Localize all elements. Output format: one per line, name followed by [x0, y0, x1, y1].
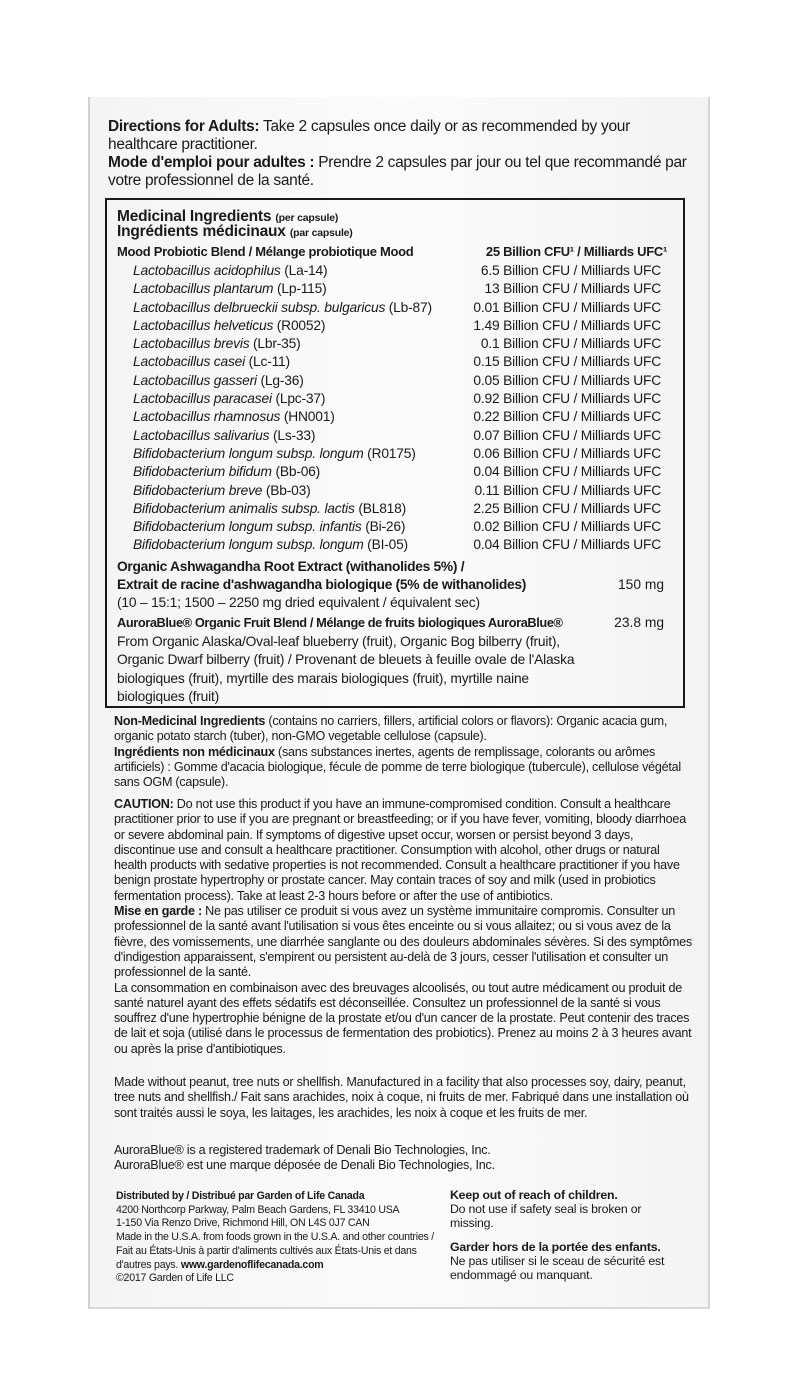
strain-row [107, 354, 683, 372]
strain-code: (Lg-36) [256, 372, 304, 388]
caution-fr-text: Ne pas utiliser ce produit si vous avez un système immunitaire compromis. Consulter un professionnel de la santé avant l'utilisation si vous êtes enceinte ou si vous allaitez; ou si vous avez de la fièvre, des vomissements, une diarrhée sanglante ou des douleurs abdominales sévères. Si des symptômes d'indigestion apparaissent, s'empirent ou persistent au-delà de 3 jours, cesser l'utilisation et consulter un professionnel de la santé. [114, 904, 692, 980]
strain-code: (Lc-11) [245, 354, 290, 370]
strain-code: (Ls-33) [269, 427, 316, 443]
distributor-section [116, 1190, 436, 1286]
non-medicinal-en [114, 714, 694, 745]
strain-row [107, 537, 683, 555]
strain-list [107, 263, 683, 556]
website-link[interactable]: www.gardenoflifecanada.com [180, 1258, 324, 1271]
non-medicinal-fr [114, 745, 694, 791]
strain-species: Lactobacillus salivarius [133, 427, 270, 443]
caution-fr-label: Mise en garde : [114, 904, 202, 919]
strain-amount: 0.15 Billion CFU / Milliards UFC [473, 354, 661, 370]
strain-row [107, 519, 683, 537]
strain-name [133, 501, 406, 516]
strain-species: Lactobacillus casei [133, 354, 246, 370]
directions-en [108, 118, 698, 154]
strain-name [133, 281, 327, 296]
strain-amount: 0.92 Billion CFU / Milliards UFC [473, 391, 661, 407]
caution-en-label: CAUTION: [114, 797, 174, 811]
non-medicinal-fr-text: (sans substances inertes, agents de remplissage, colorants ou arômes artificiels) : Gomme d'acacia biologique, fécule de pomme de terre biologique (tubercule), cellulose végétal sans OGM (capsule). [114, 744, 681, 790]
strain-species: Lactobacillus delbrueckii subsp. bulgaricus [133, 299, 386, 315]
strain-species: Lactobacillus gasseri [133, 372, 257, 388]
caution-section [114, 797, 694, 1057]
directions-fr [108, 154, 698, 190]
strain-row [107, 373, 683, 391]
strain-species: Bifidobacterium longum subsp. longum [133, 537, 364, 553]
strain-species: Bifidobacterium animalis subsp. lactis [133, 500, 355, 516]
strain-row [107, 409, 683, 427]
ingredients-heading-fr-text: Ingrédients médicinaux [117, 223, 286, 240]
non-medicinal-fr-label: Ingrédients non médicinaux [114, 744, 275, 759]
aurorablue-ingredient [117, 614, 677, 707]
distributor-address-ca: 1-150 Via Renzo Drive, Richmond Hill, ON L4S 0J7 CAN [116, 1217, 370, 1230]
strain-name [133, 428, 315, 443]
trademark-en: AuroraBlue® is a registered trademark of Denali Bio Technologies, Inc. [114, 1143, 491, 1157]
strain-species: Bifidobacterium breve [133, 482, 263, 498]
ingredients-heading-fr-sub: (par capsule) [289, 227, 353, 239]
strain-code: (BI-05) [363, 537, 408, 553]
non-medicinal-section [114, 714, 694, 790]
strain-row [107, 336, 683, 354]
strain-name [133, 300, 432, 315]
strain-name [133, 409, 335, 424]
trademark-fr: AuroraBlue® est une marque déposée de Denali Bio Technologies, Inc. [114, 1158, 495, 1173]
strain-species: Lactobacillus paracasei [133, 391, 272, 407]
directions-en-text: Take 2 capsules once daily or as recommended by your healthcare practitioner. [108, 118, 630, 153]
ingredients-heading-en-sub: (per capsule) [275, 212, 339, 224]
aurorablue-description: From Organic Alaska/Oval-leaf blueberry (fruit), Organic Bog bilberry (fruit), Organic Dwarf bilberry (fruit) / Provenant de bleuets à feuille ovale de l'Alaska biologiques (fruit), myrtille des marais biologiques (fruit), myrtille naine biologiques (fruit) [117, 633, 575, 704]
medicinal-ingredients-box [105, 198, 685, 708]
strain-species: Lactobacillus rhamnosus [133, 409, 281, 425]
ashwagandha-line1: Organic Ashwagandha Root Extract (withanolides 5%) / [117, 559, 465, 574]
strain-name [133, 391, 325, 406]
strain-name [133, 263, 327, 278]
strain-row [107, 464, 683, 482]
ingredients-heading-fr [117, 223, 353, 241]
strain-amount: 0.02 Billion CFU / Milliards UFC [473, 519, 661, 535]
strain-code: (Bb-06) [271, 464, 321, 480]
strain-row [107, 446, 683, 464]
strain-amount: 0.22 Billion CFU / Milliards UFC [473, 409, 661, 425]
strain-species: Bifidobacterium longum subsp. infantis [133, 519, 362, 535]
strain-name [133, 537, 408, 552]
ashwagandha-ingredient [117, 558, 677, 612]
distributor-address-us: 4200 Northcorp Parkway, Palm Beach Gardens, FL 33410 USA [116, 1203, 400, 1216]
strain-amount: 0.01 Billion CFU / Milliards UFC [473, 299, 661, 315]
strain-amount: 0.05 Billion CFU / Milliards UFC [473, 372, 661, 388]
strain-amount: 6.5 Billion CFU / Milliards UFC [480, 263, 661, 278]
strain-amount: 0.04 Billion CFU / Milliards UFC [473, 464, 661, 480]
allergen-section [114, 1075, 694, 1121]
strain-row [107, 501, 683, 519]
strain-species: Lactobacillus plantarum [133, 281, 274, 297]
strain-species: Lactobacillus acidophilus [133, 263, 281, 278]
strain-row [107, 483, 683, 501]
strain-amount: 2.25 Billion CFU / Milliards UFC [473, 500, 661, 516]
ashwagandha-amount: 150 mg [617, 577, 664, 592]
strain-row [107, 318, 683, 336]
strain-species: Lactobacillus helveticus [133, 317, 274, 333]
keep-out-en-text: Do not use if safety seal is broken or missing. [450, 1202, 642, 1230]
caution-en-text: Do not use this product if you have an immune-compromised condition. Consult a healthcare practitioner prior to use if you are pregnant or breastfeeding; or if you have fever, vomiting, bloody diarrhoea or severe abdominal pain. If symptoms of digestive upset occur, worsen or persist beyond 3 days, discontinue use and consult a healthcare practitioner. Consumption with alcohol, other drugs or natural health products with sedative properties is not recommended. Consult a healthcare practitioner if you have benign prostate hypertrophy or prostate cancer. May contain traces of soy and milk (used in probiotics fermentation process). Take at least 2-3 hours before or after the use of antibiotics. [114, 797, 686, 903]
strain-row [107, 281, 683, 299]
strain-code: (La-14) [280, 263, 328, 278]
caution-fr-2: La consommation en combinaison avec des breuvages alcoolisés, ou tout autre médicament ou produit de santé naturel ayant des effets sédatifs est déconseillée. Consultez un professionnel de la santé si vous souffrez d'une hypertrophie bénigne de la prostate et/ou d'un cancer de la prostate. Peut contenir des traces de lait et soja (utilisé dans le processus de fermentation des probiotics). Prenez au moins 2 à 3 heures avant ou après la prise d'antibiotiques. [114, 980, 692, 1056]
keep-out-en-title: Keep out of reach of children. [450, 1188, 618, 1202]
strain-amount: 0.06 Billion CFU / Milliards UFC [473, 445, 661, 461]
aurorablue-title: AuroraBlue® Organic Fruit Blend / Mélange de fruits biologiques AuroraBlue® [117, 615, 563, 630]
directions-fr-text: Prendre 2 capsules par jour ou tel que recommandé par votre professionnel de la santé. [108, 154, 687, 189]
aurorablue-amount: 23.8 mg [614, 615, 664, 630]
keep-out-fr-title: Garder hors de la portée des enfants. [450, 1240, 661, 1254]
strain-species: Bifidobacterium longum subsp. longum [133, 445, 364, 461]
allergen-text: Made without peanut, tree nuts or shellfish. Manufactured in a facility that also processes soy, dairy, peanut, tree nuts and shellfish./ Fait sans arachides, noix à coque, ni fruits de mer. Fabriqué dans une installation où sont traités aussi le soya, les laitages, les arachides, les noix à coque et les fruits de mer. [114, 1075, 689, 1120]
directions-fr-label: Mode d'emploi pour adultes : [108, 154, 315, 171]
strain-name [133, 373, 304, 388]
keep-out-section [450, 1188, 680, 1282]
strain-name [133, 336, 301, 351]
strain-row [107, 263, 683, 281]
directions-section [108, 118, 698, 190]
strain-amount: 0.04 Billion CFU / Milliards UFC [473, 537, 661, 553]
blend-name: Mood Probiotic Blend / Mélange probiotique Mood [117, 244, 414, 259]
caution-en [114, 797, 694, 904]
strain-name [133, 354, 290, 369]
strain-amount: 0.07 Billion CFU / Milliards UFC [473, 427, 661, 443]
strain-code: (Bi-26) [361, 519, 406, 535]
strain-row [107, 391, 683, 409]
distributor-label: Distributed by / Distribué par Garden of Life Canada [116, 1190, 365, 1202]
made-in-statement [116, 1231, 436, 1272]
strain-row [107, 428, 683, 446]
strain-code: (R0052) [273, 317, 326, 333]
strain-name [133, 318, 325, 333]
strain-code: (R0175) [363, 445, 416, 461]
strain-code: (Lb-87) [385, 299, 432, 315]
strain-name [133, 464, 320, 479]
strain-name [133, 483, 311, 498]
strain-name [133, 519, 405, 534]
trademark-section [114, 1143, 694, 1174]
strain-code: (BL818) [354, 500, 407, 516]
strain-code: (Bb-03) [262, 482, 311, 498]
made-in-text: Made in the U.S.A. from foods grown in the U.S.A. and other countries / Fait au États-Unis à partir d'aliments cultivés aux États-Unis et dans d'autres pays. [116, 1231, 434, 1271]
copyright: ©2017 Garden of Life LLC [116, 1272, 234, 1285]
blend-amount: 25 Billion CFU¹ / Milliards UFC¹ [485, 244, 667, 259]
strain-row [107, 300, 683, 318]
spacer [450, 1230, 680, 1240]
strain-species: Lactobacillus brevis [133, 336, 250, 352]
ingredients-heading-en-text: Medicinal Ingredients [117, 208, 272, 225]
non-medicinal-en-text: (contains no carriers, fillers, artificial colors or flavors): Organic acacia gum, organic potato starch (tuber), non-GMO vegetable cellulose (capsule). [114, 714, 668, 744]
strain-code: (HN001) [280, 409, 335, 425]
keep-out-fr-text: Ne pas utiliser si le sceau de sécurité est endommagé ou manquant. [450, 1254, 665, 1282]
strain-code: (Lp-115) [273, 281, 327, 297]
strain-code: (Lbr-35) [249, 336, 301, 352]
strain-amount: 0.11 Billion CFU / Milliards UFC [474, 482, 661, 498]
strain-amount: 1.49 Billion CFU / Milliards UFC [473, 317, 661, 333]
directions-en-label: Directions for Adults: [108, 118, 260, 135]
caution-fr [114, 904, 694, 980]
non-medicinal-en-label: Non-Medicinal Ingredients [114, 714, 266, 728]
strain-amount: 13 Billion CFU / Milliards UFC [484, 281, 661, 297]
ashwagandha-line3: (10 – 15:1; 1500 – 2250 mg dried equivalent / équivalent sec) [117, 595, 480, 610]
strain-species: Bifidobacterium bifidum [133, 464, 272, 480]
strain-amount: 0.1 Billion CFU / Milliards UFC [480, 336, 661, 352]
strain-name [133, 446, 416, 461]
strain-code: (Lpc-37) [271, 391, 326, 407]
ashwagandha-line2: Extrait de racine d'ashwagandha biologique (5% de withanolides) [117, 577, 527, 592]
